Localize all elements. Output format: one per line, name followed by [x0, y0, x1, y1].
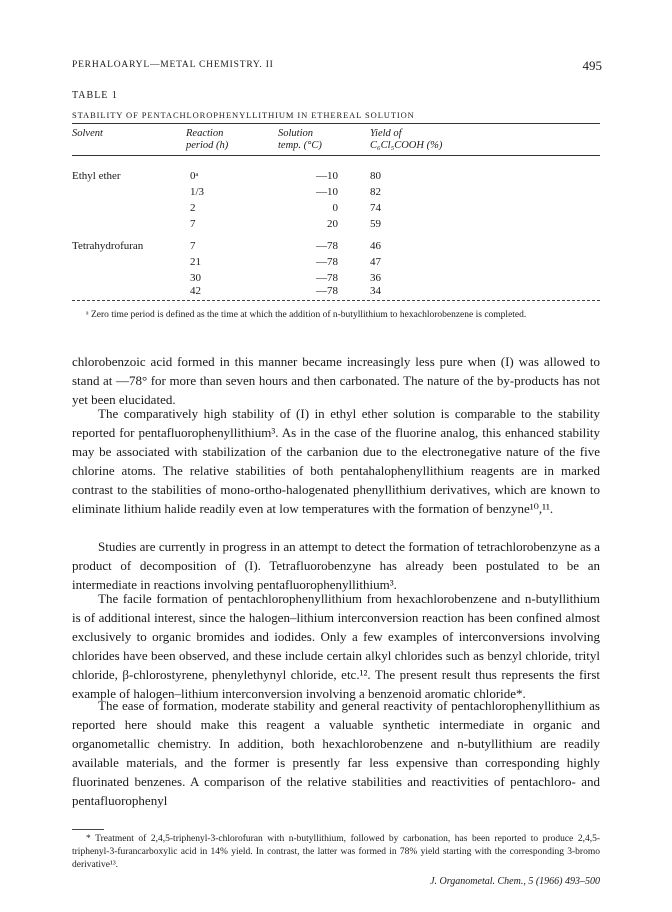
header-solvent: Solvent [72, 128, 103, 139]
table-row [72, 240, 600, 256]
body-paragraph: The facile formation of pentachlorophenyllithium from hexachlorobenzene and n-butyllithium is of additional interest, since the halogen–lithium interconversion reaction has been confined almost exclusively to organic bromides and iodides. Only a few examples of interconversions involving chlorides have been observed, and these include certain alkyl chlorides such as benzyl chloride, trityl chloride, β-chlorostyrene, phenylethynyl chloride, etc.¹². The present result thus represents the first example of halogen–lithium interconversion involving a benzenoid aromatic chloride*. [72, 591, 600, 701]
cell-yield: 80 [370, 170, 381, 182]
table-top-rule [72, 123, 600, 124]
cell-yield: 74 [370, 202, 381, 214]
footnote-rule [72, 829, 104, 830]
table-caption: STABILITY OF PENTACHLOROPHENYLLITHIUM IN ETHEREAL SOLUTION [72, 110, 415, 120]
cell-yield: 59 [370, 218, 381, 230]
page-number: 495 [582, 58, 602, 73]
table-row [72, 186, 600, 202]
header-yield-line2: C₆Cl₅COOH (%) [370, 140, 443, 151]
table-row [72, 256, 600, 272]
table-footnote: ᵃ Zero time period is defined as the time at which the addition of n-butyllithium to hexachlorobenzene is completed. [86, 310, 527, 320]
table-row [72, 285, 600, 301]
table-header-rule [72, 155, 600, 156]
cell-yield: 36 [370, 272, 381, 284]
cell-period: 30 [190, 272, 201, 284]
cell-temp: —78 [316, 272, 338, 284]
cell-yield: 46 [370, 240, 381, 252]
header-yield-line1: Yield of [370, 128, 402, 139]
body-paragraph: Studies are currently in progress in an attempt to detect the formation of tetrachlorobenzyne as a product of decomposition of (I). Tetrafluorobenzyne has already been postulated to be an intermediate in reactions involving pentafluorophenyllithium³. [72, 539, 600, 592]
journal-reference: J. Organometal. Chem., 5 (1966) 493–500 [430, 876, 600, 887]
table-bottom-rule [72, 300, 600, 301]
header-temp-line1: Solution [278, 128, 314, 139]
running-head: PERHALOARYL—METAL CHEMISTRY. II [72, 60, 274, 70]
cell-yield: 34 [370, 285, 381, 297]
cell-temp: —78 [316, 285, 338, 297]
cell-solvent: Tetrahydrofuran [72, 240, 144, 252]
cell-period: 2 [190, 202, 196, 214]
header-period-line2: period (h) [186, 140, 229, 151]
cell-period: 7 [190, 218, 196, 230]
table-row [72, 218, 600, 234]
cell-temp: 20 [327, 218, 338, 230]
body-paragraph: The ease of formation, moderate stability and general reactivity of pentachlorophenyllithium as reported here should make this reagent a valuable synthetic intermediate in organic and organometallic chemistry. In addition, both hexachlorobenzene and n-butyllithium are readily available materials, and the former is presently far less expensive than corresponding highly fluorinated benzenes. A comparison of the relative stabilities and reactivities of pentachloro- and pentafluorophenyl [72, 698, 600, 808]
header-period-line1: Reaction [186, 128, 224, 139]
header-solution-temp [278, 128, 322, 152]
cell-temp: —10 [316, 186, 338, 198]
cell-period: 21 [190, 256, 201, 268]
cell-temp: 0 [332, 202, 338, 214]
cell-temp: —78 [316, 256, 338, 268]
cell-period: 1/3 [190, 186, 205, 198]
page-footnote: * Treatment of 2,4,5-triphenyl-3-chlorofuran with n-butyllithium, followed by carbonation, has been reported to produce 2,4,5-triphenyl-3-furancarboxylic acid in 14% yield. In contrast, the latter was formed in 78% yield starting with the corresponding 3-bromo derivative¹³. [72, 834, 600, 870]
header-yield [370, 128, 442, 152]
cell-period: 42 [190, 285, 201, 297]
table-label: TABLE 1 [72, 90, 118, 101]
cell-yield: 47 [370, 256, 381, 268]
body-paragraph: chlorobenzoic acid formed in this manner became increasingly less pure when (I) was allowed to stand at —78° for more than seven hours and then carbonated. The nature of the by-products has not yet been elucidated. [72, 354, 600, 407]
cell-yield: 82 [370, 186, 381, 198]
table-row [72, 202, 600, 218]
cell-solvent: Ethyl ether [72, 170, 121, 182]
cell-temp: —78 [316, 240, 338, 252]
header-temp-line2: temp. (°C) [278, 140, 322, 151]
header-reaction-period [186, 128, 228, 152]
cell-period: 7 [190, 240, 196, 252]
cell-period: 0ᵃ [190, 170, 199, 182]
cell-temp: —10 [316, 170, 338, 182]
table-row [72, 170, 600, 186]
body-paragraph: The comparatively high stability of (I) in ethyl ether solution is comparable to the stability reported for pentafluorophenyllithium³. As in the case of the fluorine analog, this enhanced stability may be associated with stabilization of the carbanion due to the electronegative nature of the five chlorine atoms. The relative stabilities of both pentahalophenyllithium reagents are in marked contrast to the stabilities of mono-ortho-halogenated phenyllithium derivatives, which are known to eliminate lithium halide readily even at low temperatures with the formation of benzyne¹⁰,¹¹. [72, 406, 600, 516]
